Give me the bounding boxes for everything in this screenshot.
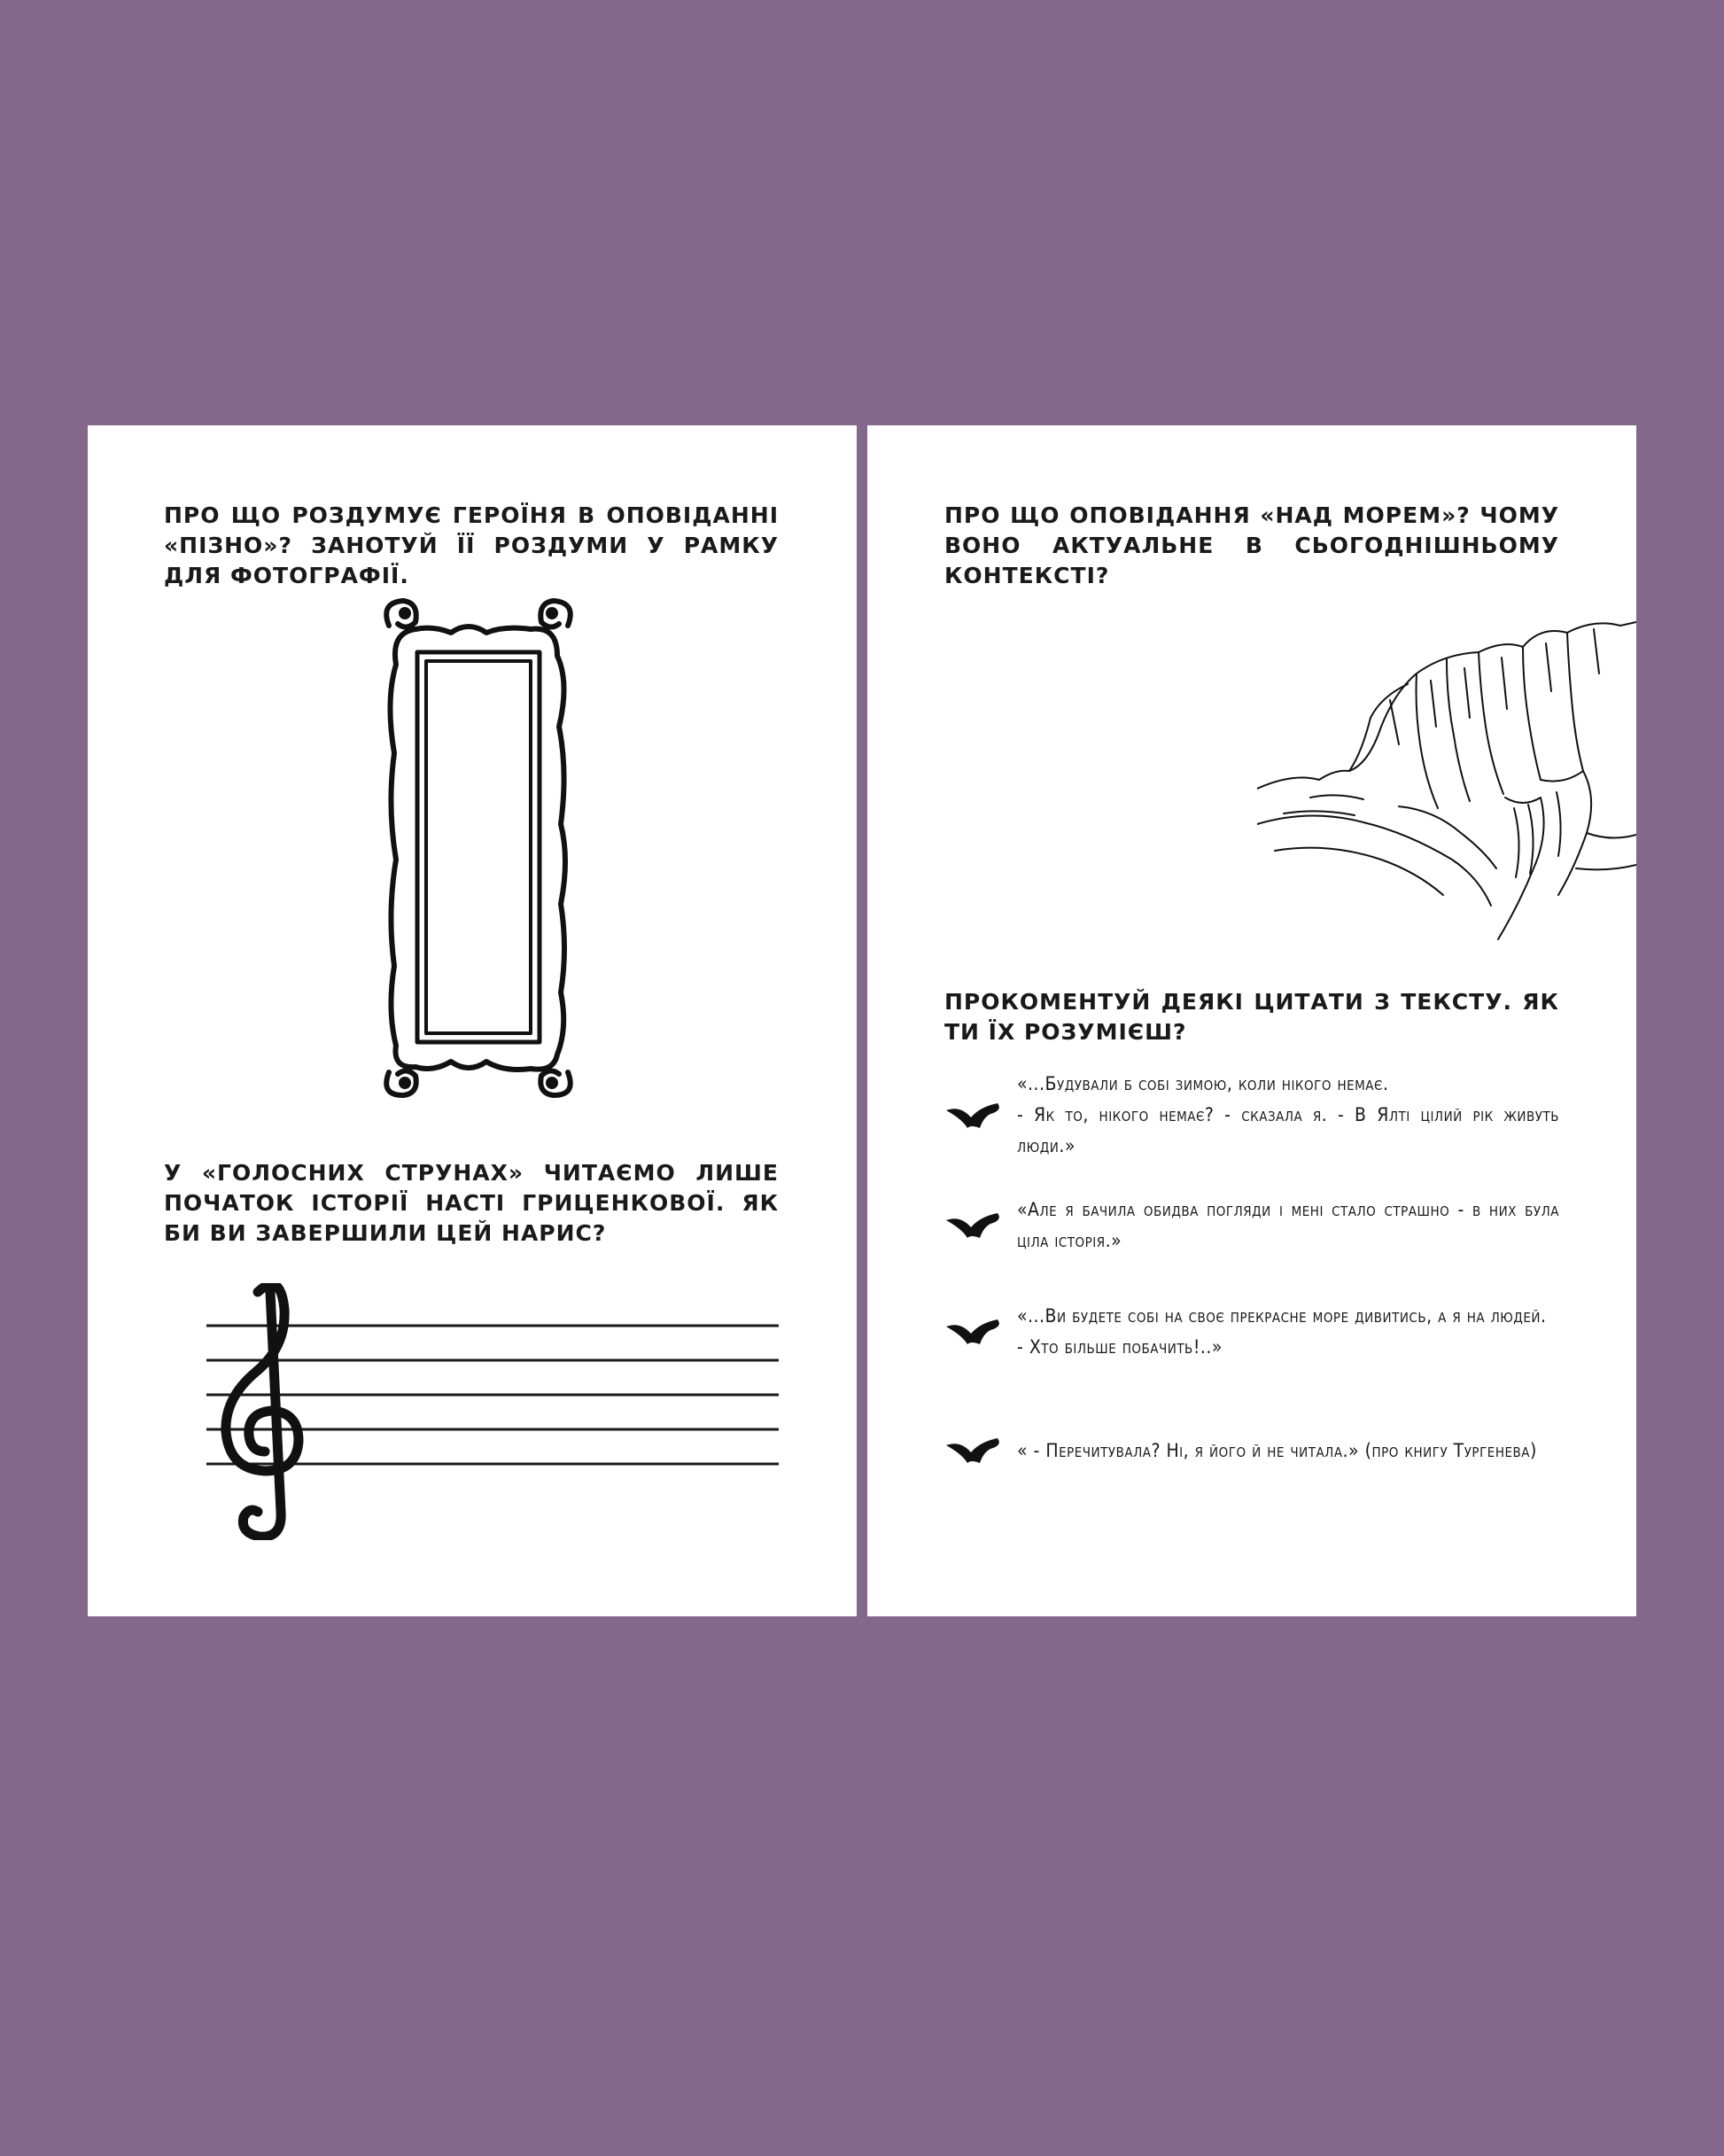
- question-quotes-prompt: ПРОКОМЕНТУЙ ДЕЯКІ ЦИТАТИ З ТЕКСТУ. ЯК ТИ ЇХ РОЗУМІЄШ?: [944, 989, 1559, 1045]
- quote-item: [944, 1301, 1559, 1363]
- quote-text: «Але я бачила обидва погляди і мені стало страшно - в них була ціла історія.»: [1017, 1199, 1559, 1251]
- photo-frame-icon: [380, 594, 577, 1099]
- left-page: [88, 425, 857, 1616]
- seagull-icon: [944, 1098, 1006, 1133]
- question-frame-prompt: ПРО ЩО РОЗДУМУЄ ГЕРОЇНЯ В ОПОВІДАННІ «ПІЗНО»? ЗАНОТУЙ ЇЇ РОЗДУМИ У РАМКУ ДЛЯ ФОТОГРАФІЇ.: [164, 502, 779, 588]
- treble-clef-staff-icon: [203, 1283, 779, 1540]
- seagull-icon: [944, 1314, 1006, 1350]
- quote-item: [944, 1433, 1559, 1468]
- quote-item: [944, 1195, 1559, 1257]
- quote-text: « - Перечитувала? Ні, я його й не читала.» (про книгу Тургенева): [1017, 1439, 1537, 1461]
- right-page: [867, 425, 1636, 1616]
- seagull-icon: [944, 1208, 1006, 1243]
- question-sea-prompt: ПРО ЩО ОПОВІДАННЯ «НАД МОРЕМ»? ЧОМУ ВОНО АКТУАЛЬНЕ В СЬОГОДНІШНЬОМУ КОНТЕКСТІ?: [944, 502, 1559, 588]
- seagull-icon: [944, 1433, 1006, 1468]
- question-ending-prompt: У «ГОЛОСНИХ СТРУНАХ» ЧИТАЄМО ЛИШЕ ПОЧАТОК ІСТОРІЇ НАСТІ ГРИЦЕНКОВОЇ. ЯК БИ ВИ ЗАВЕРШИЛИ ЦЕЙ НАРИС?: [164, 1160, 779, 1246]
- treble-clef-icon: [226, 1285, 299, 1537]
- quote-item: [944, 1069, 1559, 1162]
- quote-text: «...Ви будете собі на своє прекрасне море дивитись, а я на людей. - Хто більше побачить!..»: [1017, 1305, 1547, 1358]
- sea-cliff-drawing: [1257, 576, 1636, 948]
- quote-text: «...Будували б собі зимою, коли нікого немає. - Як то, нікого немає? - сказала я. - В Ялті цілий рік живуть люди.»: [1017, 1073, 1559, 1156]
